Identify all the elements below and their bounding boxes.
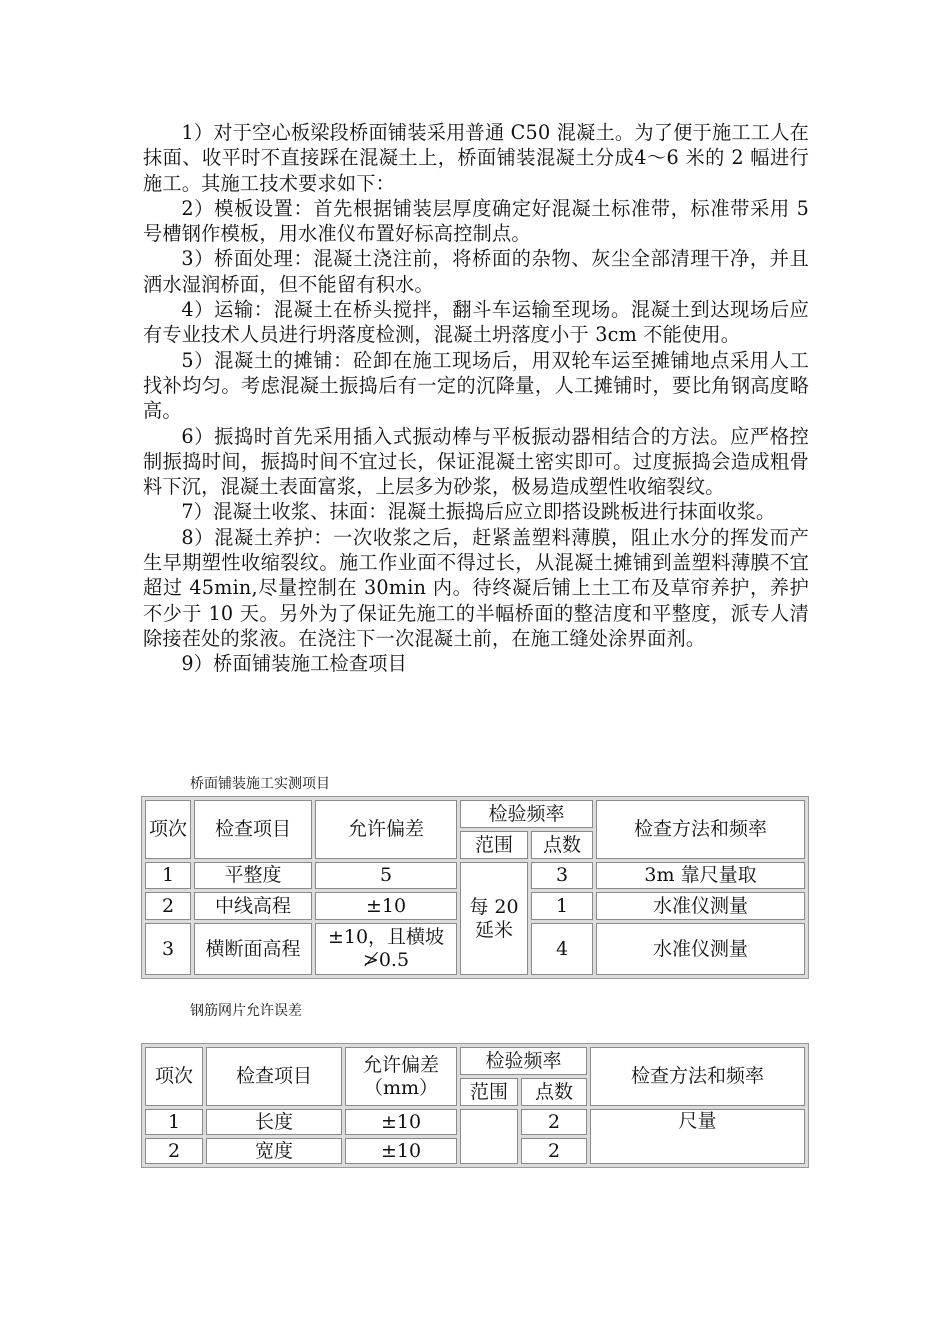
cell-method: 水准仪测量: [596, 892, 805, 920]
cell-item: 中线高程: [194, 892, 312, 920]
cell-points: 2: [521, 1109, 587, 1135]
cell-range: 每 20 延米: [460, 862, 528, 975]
header-method: 检查方法和频率: [590, 1047, 805, 1106]
body-text: [143, 120, 809, 677]
cell-item: 平整度: [194, 862, 312, 889]
paragraph: 9）桥面铺装施工检查项目: [181, 652, 408, 676]
header-points: 点数: [531, 831, 593, 859]
cell-points: 3: [531, 862, 593, 889]
cell-method: 水准仪测量: [596, 923, 805, 975]
cell-range: [460, 1109, 518, 1164]
table-row: [145, 862, 805, 889]
paragraph: 2）模板设置：首先根据铺装层厚度确定好混凝土标准带，标准带采用 5 号槽钢作模板，用水准仪布置好标高控制点。: [143, 196, 809, 246]
header-item: 检查项目: [194, 800, 312, 859]
paragraph: 1）对于空心板梁段桥面铺装采用普通 C50 混凝土。为了便于施工工人在抹面、收平时不直接踩在混凝土上，桥面铺装混凝土分成4～6 米的 2 幅进行施工。其施工技术要求如下：: [143, 121, 809, 195]
table2-caption: 钢筋网片允许误差: [190, 1003, 302, 1019]
cell-item: 横断面高程: [194, 923, 312, 975]
cell-points: 1: [531, 892, 593, 920]
cell-no: 1: [145, 1109, 203, 1135]
inspection-table: [141, 796, 809, 979]
table-header-row: [145, 1047, 805, 1075]
cell-points: 2: [521, 1138, 587, 1164]
header-method: 检查方法和频率: [596, 800, 805, 859]
cell-item: 宽度: [206, 1138, 342, 1164]
mesh-tolerance-table: [141, 1043, 809, 1168]
table-row: [145, 1109, 805, 1135]
cell-method: 尺量: [590, 1109, 805, 1164]
header-no: 项次: [145, 800, 191, 859]
paragraph: 5）混凝土的摊铺：砼卸在施工现场后，用双轮车运至摊铺地点采用人工找补均匀。考虑混凝土振捣后有一定的沉降量，人工摊铺时，要比角钢高度略高。: [143, 348, 809, 423]
cell-tolerance: ±10: [315, 892, 457, 920]
header-range: 范围: [460, 1078, 518, 1106]
header-tolerance: 允许偏差（mm）: [345, 1047, 457, 1106]
cell-method: 3m 靠尺量取: [596, 862, 805, 889]
cell-item: 长度: [206, 1109, 342, 1135]
table1-caption: 桥面铺装施工实测项目: [190, 776, 330, 792]
paragraph: 6）振捣时首先采用插入式振动棒与平板振动器相结合的方法。应严格控制振捣时间，振捣时间不宜过长，保证混凝土密实即可。过度振捣会造成粗骨料下沉，混凝土表面富浆，上层多为砂浆，极易造成塑性收缩裂纹。: [143, 424, 809, 499]
header-points: 点数: [521, 1078, 587, 1106]
paragraph: 7）混凝土收浆、抹面：混凝土振捣后应立即搭设跳板进行抹面收浆。: [181, 500, 776, 524]
cell-tolerance: ±10: [345, 1138, 457, 1164]
header-frequency: 检验频率: [460, 800, 593, 828]
header-item: 检查项目: [206, 1047, 342, 1106]
table-header-row: [145, 800, 805, 828]
header-frequency: 检验频率: [460, 1047, 587, 1075]
cell-no: 1: [145, 862, 191, 889]
cell-no: 3: [145, 923, 191, 975]
cell-tolerance: 5: [315, 862, 457, 889]
cell-no: 2: [145, 892, 191, 920]
paragraph: 4）运输：混凝土在桥头搅拌，翻斗车运输至现场。混凝土到达现场后应有专业技术人员进行坍落度检测，混凝土坍落度小于 3cm 不能使用。: [143, 298, 809, 347]
header-tolerance: 允许偏差: [315, 800, 457, 859]
paragraph: 3）桥面处理：混凝土浇注前，将桥面的杂物、灰尘全部清理干净，并且洒水湿润桥面，但不能留有积水。: [143, 247, 809, 296]
header-range: 范围: [460, 831, 528, 859]
cell-points: 4: [531, 923, 593, 975]
header-no: 项次: [145, 1047, 203, 1106]
cell-tolerance: ±10: [345, 1109, 457, 1135]
cell-tolerance: ±10，且横坡≯0.5: [315, 923, 457, 975]
cell-no: 2: [145, 1138, 203, 1164]
paragraph: 8）混凝土养护：一次收浆之后，赶紧盖塑料薄膜，阻止水分的挥发而产生早期塑性收缩裂纹。施工作业面不得过长，从混凝土摊铺到盖塑料薄膜不宜超过 45min,尽量控制在 30min 内。待终凝后铺上土工布及草帘养护，养护不少于 10 天。另外为了保证先施工的半幅桥面的整洁度和平整度，派专人清除接茬处的浆液。在浇注下一次混凝土前，在施工缝处涂界面剂。: [143, 525, 809, 650]
